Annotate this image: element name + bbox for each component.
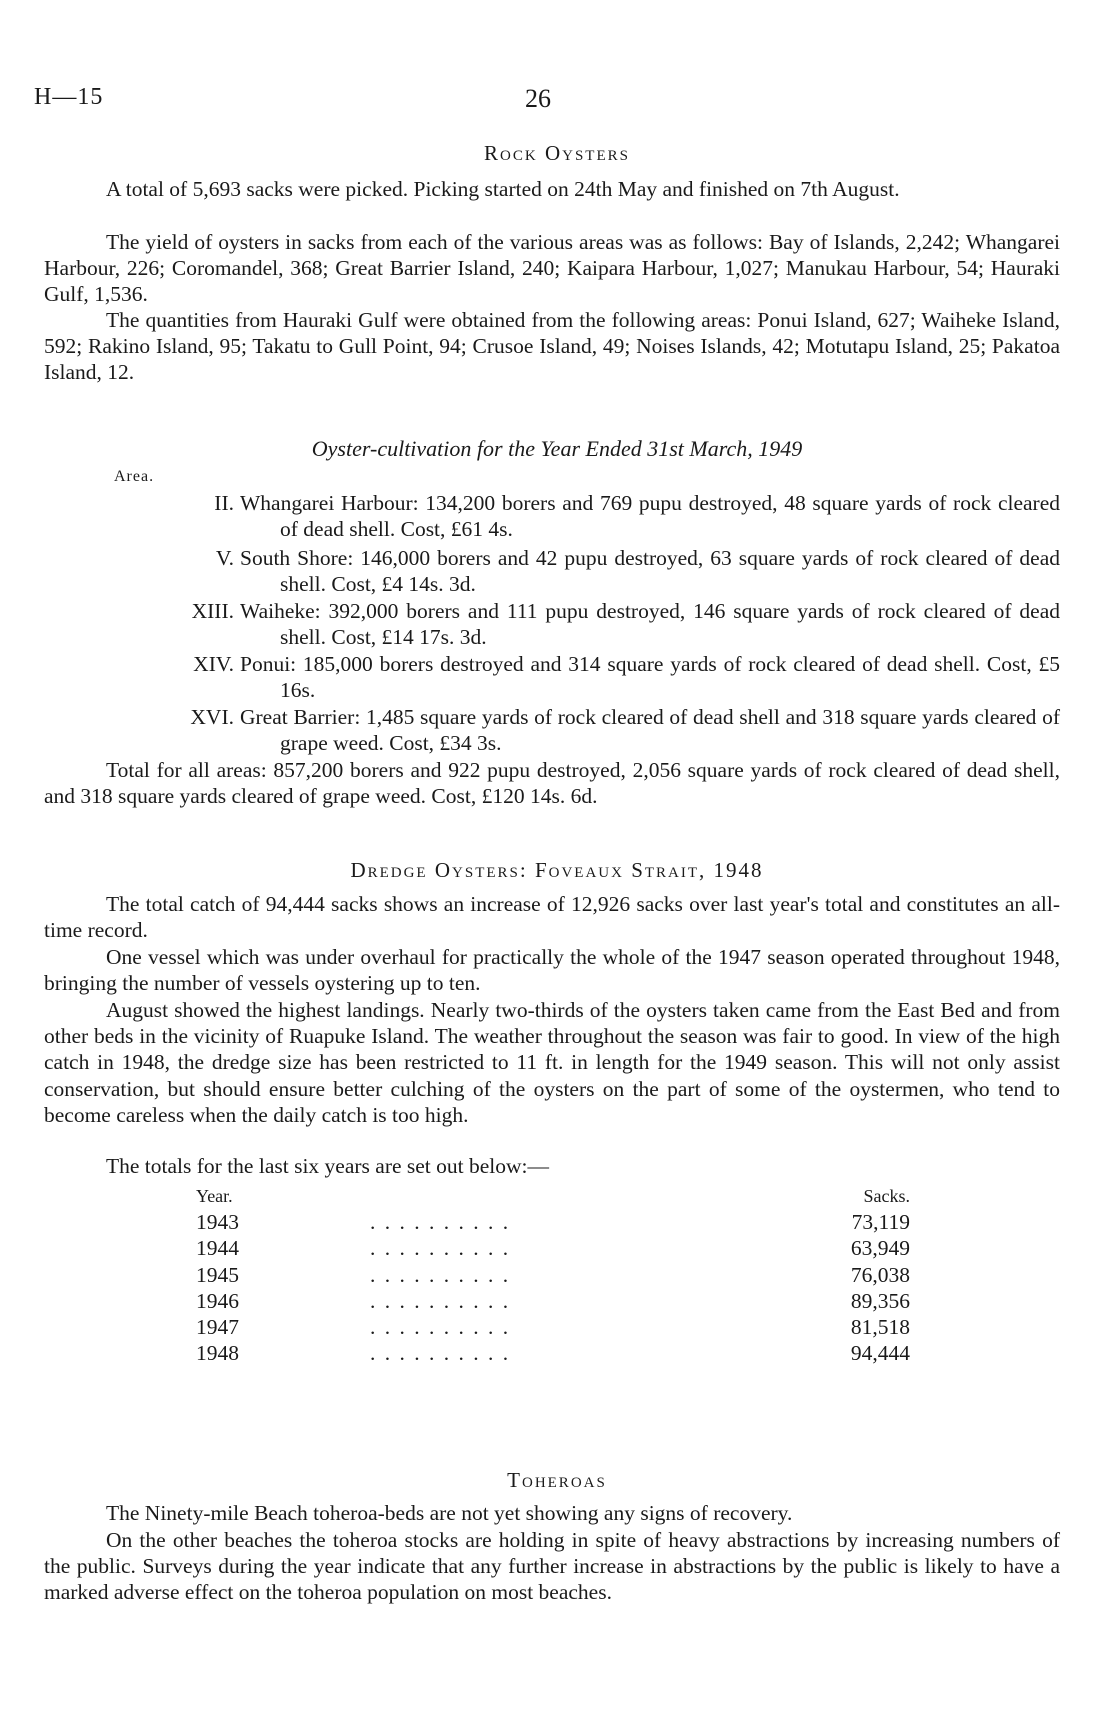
table-row: [190, 1314, 910, 1340]
page-number: 26: [525, 84, 551, 113]
toheroas-heading: Toheroas: [507, 1468, 607, 1492]
area-entry: [44, 704, 1060, 756]
table-row: [190, 1288, 910, 1314]
area-description: South Shore: 146,000 borers and 42 pupu destroyed, 63 square yards of rock cleared of dead shell. Cost, £4 14s. 3d.: [240, 546, 1060, 597]
cultivation-total: Total for all areas: 857,200 borers and 922 pupu destroyed, 2,056 square yards of rock cleared of dead shell, and 318 square yards cleared of grape weed. Cost, £120 14s. 6d.: [44, 758, 1060, 809]
dredge-paragraph-4: The totals for the last six years are set out below:—: [106, 1154, 550, 1178]
sacks-cell: 81,518: [850, 1314, 910, 1339]
area-entry: [44, 651, 1060, 703]
area-description: Ponui: 185,000 borers destroyed and 314 square yards of rock cleared of dead shell. Cost, £5 16s.: [240, 652, 1060, 703]
year-cell: 1947: [196, 1314, 239, 1339]
table-row: [190, 1235, 910, 1261]
year-cell: 1946: [196, 1288, 239, 1313]
rock-oysters-paragraph-3: The quantities from Hauraki Gulf were obtained from the following areas: Ponui Island, 627; Waiheke Island, 592; Rakino Island, 95; Takatu to Gull Point, 94; Crusoe Island, 49; Noises Islands, 42; Motutapu Island, 25; Pakatoa Island, 12.: [44, 308, 1060, 385]
year-cell: 1948: [196, 1341, 239, 1366]
leader-dots: . . . . . . . . . .: [370, 1262, 511, 1287]
sacks-cell: 76,038: [850, 1262, 910, 1287]
area-description: Waiheke: 392,000 borers and 111 pupu destroyed, 146 square yards of rock cleared of dead shell. Cost, £14 17s. 3d.: [240, 599, 1060, 650]
area-description: Whangarei Harbour: 134,200 borers and 769 pupu destroyed, 48 square yards of rock cleared of dead shell. Cost, £61 4s.: [240, 491, 1060, 542]
rock-oysters-paragraph-1: A total of 5,693 sacks were picked. Picking started on 24th May and finished on 7th August.: [106, 177, 900, 201]
year-column-header: Year.: [196, 1186, 233, 1206]
year-cell: 1943: [196, 1210, 239, 1235]
dredge-paragraph-1: The total catch of 94,444 sacks shows an increase of 12,926 sacks over last year's total and constitutes an all-time record.: [44, 892, 1060, 943]
sacks-column-header: Sacks.: [863, 1186, 910, 1206]
area-number: XVI.: [190, 705, 234, 729]
year-cell: 1945: [196, 1262, 239, 1287]
rock-oysters-heading: Rock Oysters: [484, 141, 630, 165]
sacks-cell: 73,119: [851, 1210, 910, 1235]
table-header-row: [190, 1183, 910, 1209]
leader-dots: . . . . . . . . . .: [370, 1210, 511, 1235]
dredge-paragraph-3: August showed the highest landings. Nearly two-thirds of the oysters taken came from the East Bed and from other beds in the vicinity of Ruapuke Island. The weather throughout the season was fair to good. In view of the high catch in 1948, the dredge size has been restricted to 11 ft. in length for the 1949 season. This will not only assist conservation, but should ensure better culching of the oysters on the part of some of the oystermen, who tend to become careless when the daily catch is too high.: [44, 998, 1060, 1127]
dredge-oysters-heading: Dredge Oysters: Foveaux Strait, 1948: [350, 858, 764, 882]
leader-dots: . . . . . . . . . .: [370, 1314, 511, 1339]
leader-dots: . . . . . . . . . .: [370, 1236, 511, 1261]
area-description: Great Barrier: 1,485 square yards of rock cleared of dead shell and 318 square yards cleared of grape weed. Cost, £34 3s.: [240, 705, 1060, 756]
leader-dots: . . . . . . . . . .: [370, 1288, 511, 1313]
dredge-paragraph-2: One vessel which was under overhaul for practically the whole of the 1947 season operated throughout 1948, bringing the number of vessels oystering up to ten.: [44, 945, 1060, 996]
area-number: V.: [215, 546, 234, 570]
area-entry: [44, 598, 1060, 650]
cultivation-heading: Oyster-cultivation for the Year Ended 31st March, 1949: [311, 436, 803, 461]
table-row: [190, 1262, 910, 1288]
sacks-cell: 94,444: [850, 1341, 910, 1366]
rock-oysters-paragraph-2: The yield of oysters in sacks from each of the various areas was as follows: Bay of Islands, 2,242; Whangarei Harbour, 226; Coromandel, 368; Great Barrier Island, 240; Kaipara Harbour, 1,027; Manukau Harbour, 54; Hauraki Gulf, 1,536.: [44, 230, 1060, 307]
toheroas-paragraph-1: The Ninety-mile Beach toheroa-beds are not yet showing any signs of recovery.: [106, 1501, 793, 1525]
toheroas-paragraph-2: On the other beaches the toheroa stocks are holding in spite of heavy abstractions by increasing numbers of the public. Surveys during the year indicate that any further increase in abstractions by the public is likely to have a marked adverse effect on the toheroa population on most beaches.: [44, 1528, 1060, 1605]
area-column-label: Area.: [114, 468, 155, 485]
leader-dots: . . . . . . . . . .: [370, 1341, 511, 1366]
table-row: [190, 1209, 910, 1235]
area-number: XIII.: [191, 599, 234, 623]
document-reference: H—15: [34, 84, 104, 110]
area-number: II.: [214, 491, 234, 515]
area-number: XIV.: [193, 652, 234, 676]
area-entry: [44, 545, 1060, 597]
table-row: [190, 1340, 910, 1366]
year-cell: 1944: [196, 1236, 239, 1261]
area-entry: [44, 490, 1060, 542]
sacks-table: [190, 1183, 910, 1366]
sacks-cell: 63,949: [850, 1236, 910, 1261]
sacks-cell: 89,356: [850, 1288, 910, 1313]
